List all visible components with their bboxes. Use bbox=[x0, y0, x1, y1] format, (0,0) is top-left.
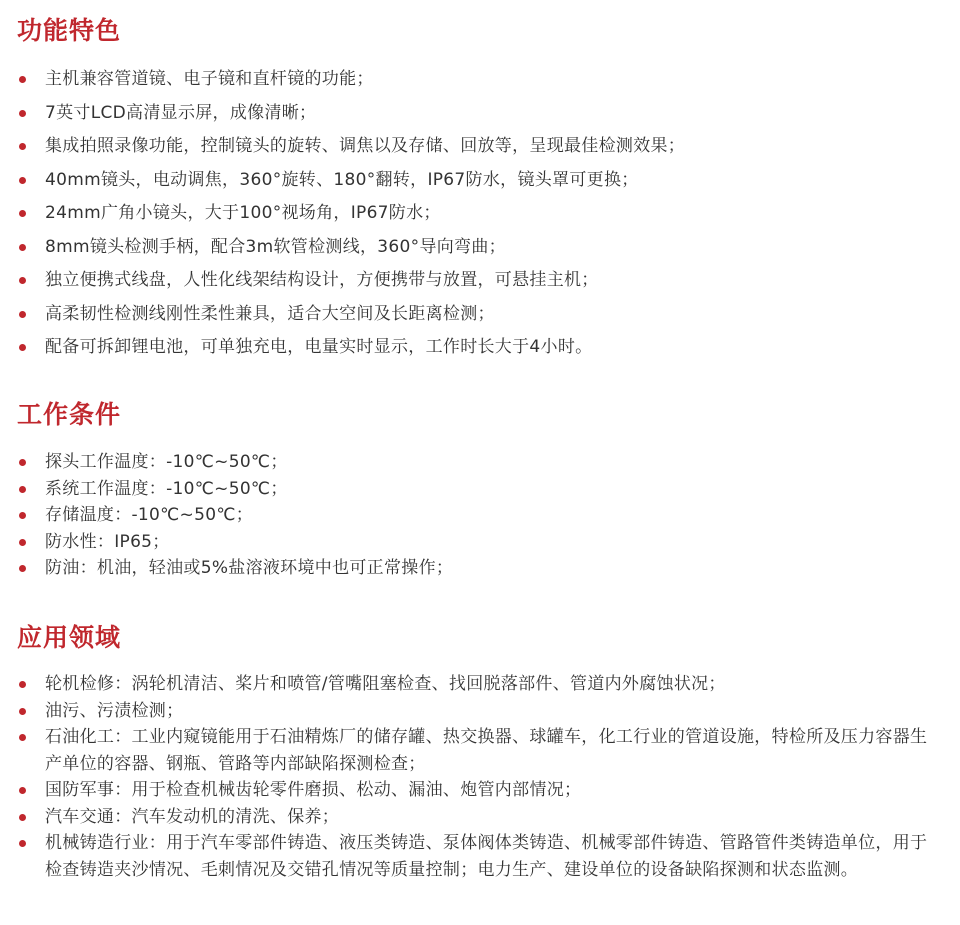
bullet-icon bbox=[19, 708, 26, 715]
bullet-icon bbox=[19, 486, 26, 493]
bullet-icon bbox=[19, 565, 26, 572]
list-item-text: 汽车交通：汽车发动机的清洗、保养； bbox=[45, 806, 340, 827]
list-item bbox=[0, 164, 960, 198]
list-item bbox=[0, 97, 960, 131]
list-item bbox=[0, 298, 960, 332]
list-item bbox=[0, 264, 960, 298]
bullet-icon bbox=[19, 814, 26, 821]
list-item-text: 轮机检修：涡轮机清洁、桨片和喷管/管嘴阻塞检查、找回脱落部件、管道内外腐蚀状况； bbox=[45, 674, 726, 694]
bullet-icon bbox=[19, 244, 26, 251]
applications-heading: 应用领域 bbox=[17, 623, 122, 652]
list-item-text: 石油化工：工业内窥镜能用于石油精炼厂的储存罐、热交换器、球罐车，化工行业的管道设施，特检所及压力容器生产单位的容器、钢瓶、管路等内部缺陷探测检查； bbox=[45, 727, 928, 774]
list-item-text: 国防军事：用于检查机械齿轮零件磨损、松动、漏油、炮管内部情况； bbox=[45, 780, 582, 800]
bullet-icon bbox=[19, 177, 26, 184]
list-item-text: 存储温度：-10℃~50℃； bbox=[45, 505, 254, 525]
list-item bbox=[0, 331, 960, 365]
list-item bbox=[0, 804, 960, 831]
list-item bbox=[0, 449, 960, 476]
bullet-icon bbox=[19, 512, 26, 519]
features-list bbox=[0, 63, 960, 365]
list-item-text: 高柔韧性检测线刚性柔性兼具，适合大空间及长距离检测； bbox=[45, 303, 495, 324]
bullet-icon bbox=[19, 210, 26, 217]
bullet-icon bbox=[19, 459, 26, 466]
list-item-text: 配备可拆卸锂电池，可单独充电，电量实时显示，工作时长大于4小时。 bbox=[45, 337, 593, 357]
list-item bbox=[0, 63, 960, 97]
list-item bbox=[0, 724, 960, 777]
list-item-text: 机械铸造行业：用于汽车零部件铸造、液压类铸造、泵体阀体类铸造、机械零部件铸造、管路管件类铸造单位，用于检查铸造夹沙情况、毛刺情况及交错孔情况等质量控制；电力生产、建设单位的设备缺陷探测和状态监测。 bbox=[45, 833, 928, 880]
bullet-icon bbox=[19, 277, 26, 284]
bullet-icon bbox=[19, 76, 26, 83]
list-item-text: 防油：机油，轻油或5%盐溶液环境中也可正常操作； bbox=[45, 558, 454, 578]
list-item-text: 主机兼容管道镜、电子镜和直杆镜的功能； bbox=[45, 69, 374, 89]
conditions-heading: 工作条件 bbox=[17, 400, 122, 429]
conditions-list bbox=[0, 449, 960, 582]
bullet-icon bbox=[19, 787, 26, 794]
bullet-icon bbox=[19, 681, 26, 688]
list-item-text: 8mm镜头检测手柄，配合3m软管检测线，360°导向弯曲； bbox=[45, 236, 506, 257]
list-item-text: 集成拍照录像功能，控制镜头的旋转、调焦以及存储、回放等，呈现最佳检测效果； bbox=[45, 136, 686, 156]
list-item bbox=[0, 231, 960, 265]
list-item bbox=[0, 197, 960, 231]
list-item-text: 系统工作温度：-10℃~50℃； bbox=[45, 478, 288, 499]
features-heading: 功能特色 bbox=[17, 16, 122, 45]
list-item bbox=[0, 671, 960, 698]
bullet-icon bbox=[19, 539, 26, 546]
list-item bbox=[0, 130, 960, 164]
bullet-icon bbox=[19, 734, 26, 741]
list-item bbox=[0, 502, 960, 529]
list-item-text: 40mm镜头，电动调焦，360°旋转、180°翻转，IP67防水，镜头罩可更换； bbox=[45, 169, 639, 190]
bullet-icon bbox=[19, 311, 26, 318]
list-item-text: 独立便携式线盘，人性化线架结构设计，方便携带与放置，可悬挂主机； bbox=[45, 270, 599, 290]
list-item-text: 探头工作温度：-10℃~50℃； bbox=[45, 452, 288, 472]
list-item bbox=[0, 476, 960, 503]
list-item-text: 油污、污渍检测； bbox=[45, 700, 184, 721]
list-item bbox=[0, 777, 960, 804]
list-item bbox=[0, 529, 960, 556]
bullet-icon bbox=[19, 344, 26, 351]
bullet-icon bbox=[19, 840, 26, 847]
bullet-icon bbox=[19, 143, 26, 150]
list-item-text: 7英寸LCD高清显示屏，成像清晰； bbox=[45, 102, 317, 123]
list-item-text: 防水性：IP65； bbox=[45, 531, 170, 552]
list-item bbox=[0, 555, 960, 582]
list-item bbox=[0, 830, 960, 883]
list-item-text: 24mm广角小镜头，大于100°视场角，IP67防水； bbox=[45, 203, 441, 223]
bullet-icon bbox=[19, 110, 26, 117]
list-item bbox=[0, 698, 960, 725]
applications-list bbox=[0, 671, 960, 883]
